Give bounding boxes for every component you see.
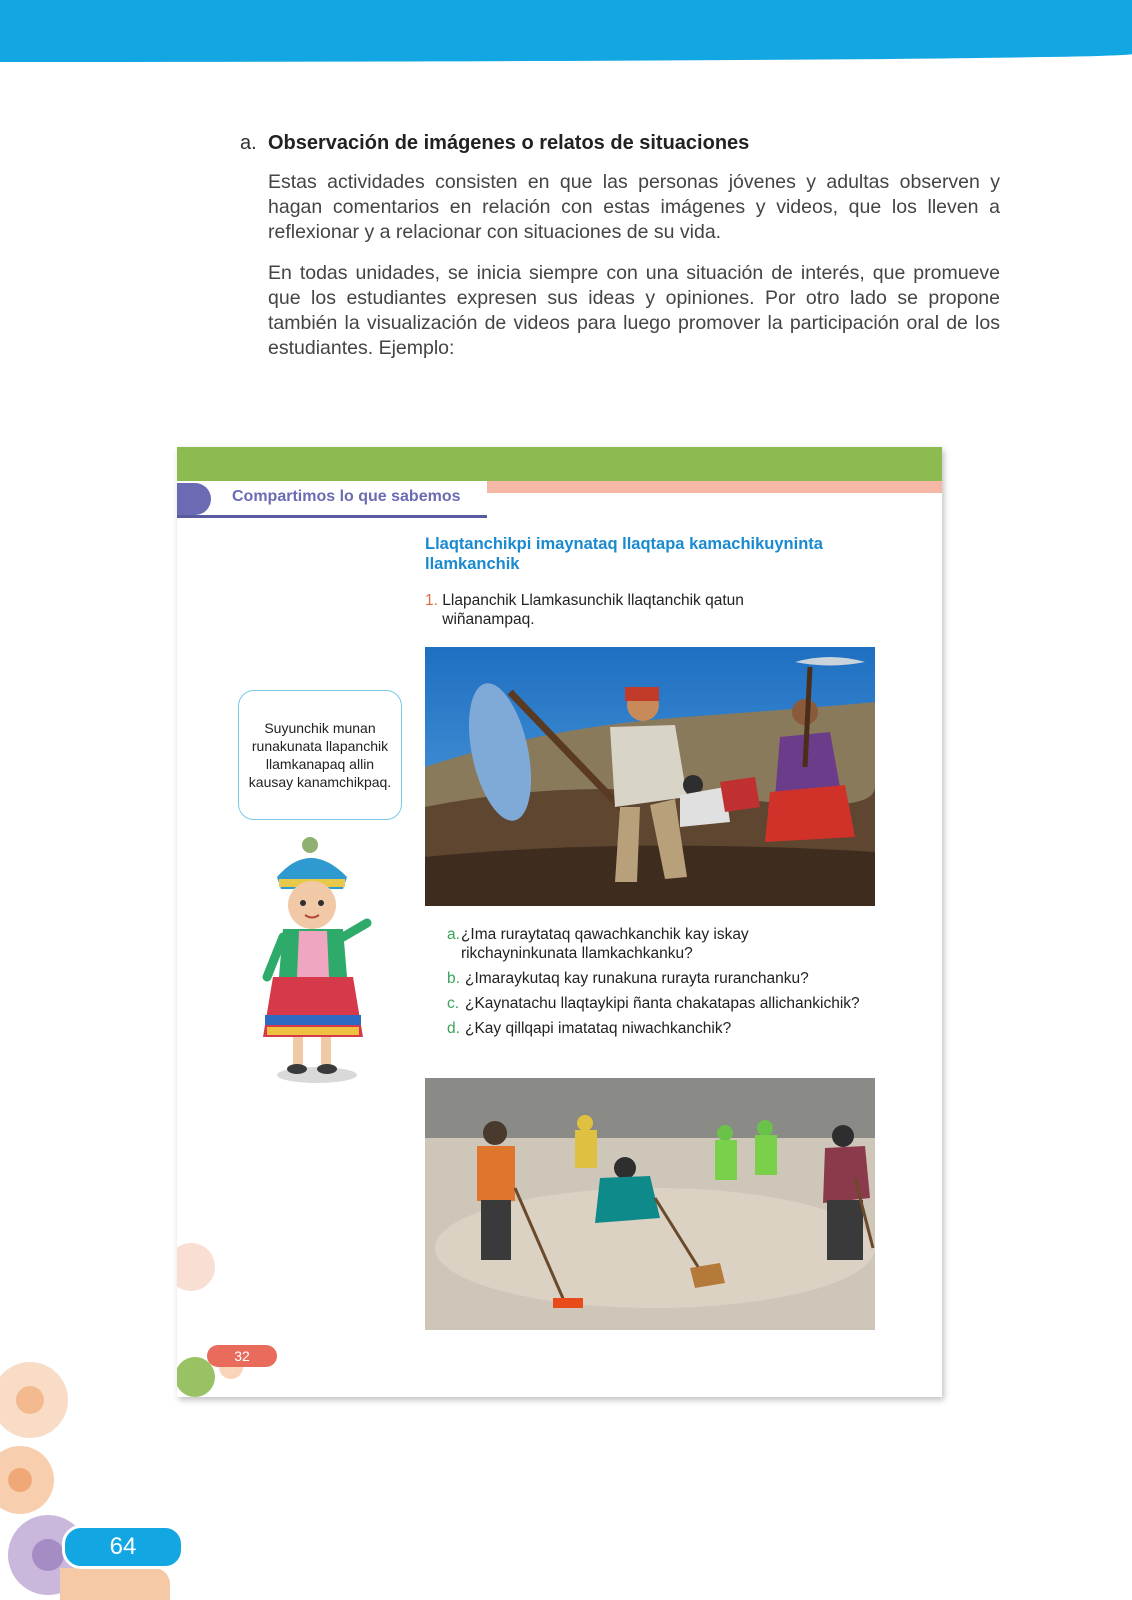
question-letter: b. — [447, 970, 460, 987]
question-letter: c. — [447, 995, 460, 1012]
farmers-photo-illustration — [425, 647, 875, 906]
section-letter: a. — [240, 132, 257, 154]
question-item — [447, 969, 867, 988]
card-pink-band — [477, 481, 942, 493]
sweeping-photo-illustration — [425, 1078, 875, 1330]
question-letter: a. — [447, 926, 460, 943]
lesson-title: Llaqtanchikpi imaynataq llaqtapa kamachikuyninta llamkanchik — [425, 535, 823, 573]
example-textbook-page — [177, 447, 942, 1397]
content-section — [240, 130, 1000, 361]
activity-instruction — [425, 591, 825, 629]
question-item — [447, 925, 867, 963]
question-item — [447, 1019, 867, 1038]
card-tab-label: Compartimos lo que sabemos — [232, 488, 461, 505]
page-number-underlay — [60, 1568, 170, 1600]
questions-list — [447, 925, 867, 1044]
photo-street-sweeping — [425, 1078, 875, 1330]
section-title: Observación de imágenes o relatos de situaciones — [268, 132, 750, 154]
top-header-band — [0, 0, 1132, 62]
paragraph-units: En todas unidades, se inicia siempre con una situación de interés, que promueve que los estudiantes expresen sus ideas y opiniones. Por otro lado se propone también la visualización de videos para luego promover la participación oral de los estudiantes. Ejemplo: — [268, 262, 1000, 359]
speech-bubble: Suyunchik munan runakunata llapanchik llamkanapaq allin kausay kanamchikpaq. — [238, 690, 402, 820]
activity-text: Llapanchik Llamkasunchik llaqtanchik qatun wiñanampaq. — [442, 592, 744, 628]
question-text: ¿Ima ruraytataq qawachkanchik kay iskay rikchayninkunata llamkachkanku? — [460, 926, 749, 962]
question-letter: d. — [447, 1020, 460, 1037]
page-number: 64 — [62, 1525, 184, 1569]
section-heading — [240, 130, 1000, 156]
activity-number: 1. — [425, 592, 438, 609]
girl-character-illustration — [255, 827, 385, 1087]
question-item — [447, 994, 867, 1013]
question-text: ¿Imaraykutaq kay runakuna rurayta ruranchanku? — [465, 970, 809, 987]
card-green-band — [177, 447, 942, 481]
card-page-number: 32 — [207, 1345, 277, 1367]
photo-farmers-working — [425, 647, 875, 906]
question-text: ¿Kaynatachu llaqtaykipi ñanta chakatapas allichankichik? — [465, 995, 860, 1012]
paragraph-intro: Estas actividades consisten en que las personas jóvenes y adultas observen y hagan comentarios en relación con estas imágenes y videos, que los lleven a reflexionar y a relacionar con situaciones de su vida. — [268, 171, 1000, 243]
card-tab-marker — [177, 483, 211, 515]
question-text: ¿Kay qillqapi imatataq niwachkanchik? — [465, 1020, 732, 1037]
card-gear-decoration — [177, 1227, 261, 1397]
